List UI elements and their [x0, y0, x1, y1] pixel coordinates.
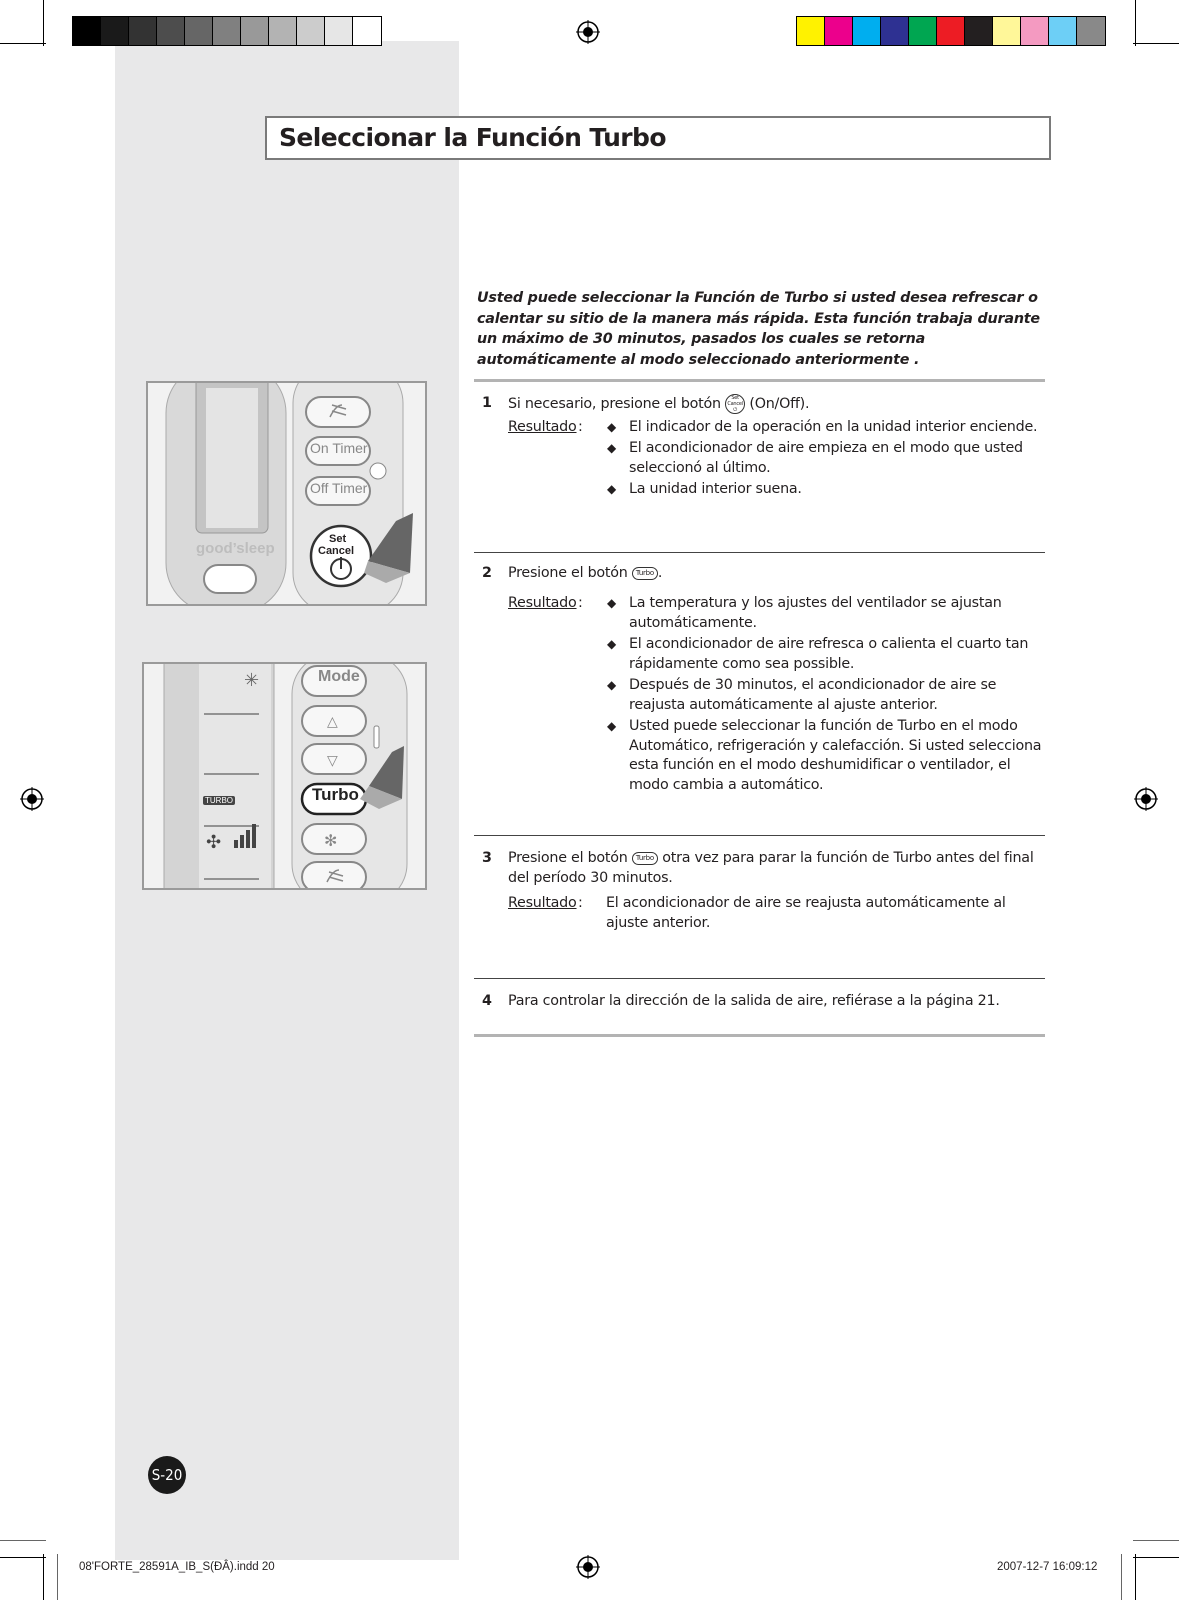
- color-swatch: [881, 17, 909, 45]
- result-label: Resultado: [508, 895, 577, 911]
- grey-swatch: [157, 17, 185, 45]
- divider: [474, 978, 1045, 979]
- step-number: 3: [482, 850, 492, 866]
- step-number: 2: [482, 565, 492, 581]
- footer-filename: 08'FORTE_28591A_IB_S(ÐÂ).indd 20: [79, 1561, 275, 1573]
- svg-text:✻: ✻: [324, 831, 338, 850]
- step-instruction: Si necesario, presione el botón Set Cancel ⏻ (On/Off).: [508, 395, 810, 413]
- cancel-label: Cancel: [318, 545, 355, 557]
- svg-text:✣: ✣: [206, 832, 222, 853]
- set-cancel-power-icon: Set Cancel ⏻: [725, 394, 745, 414]
- result-text: El acondicionador de aire se reajusta automáticamente al ajuste anterior.: [606, 895, 1006, 931]
- grey-swatch: [129, 17, 157, 45]
- registration-mark-icon: [576, 1555, 600, 1579]
- result-label: Resultado: [508, 419, 577, 435]
- turbo-button: Turbo: [312, 785, 359, 804]
- step-instruction: Presione el botón Turbo otra vez para parar la función de Turbo antes del final del período 30 minutos.: [508, 850, 1034, 886]
- color-swatch: [965, 17, 993, 45]
- svg-text:▽: ▽: [327, 753, 338, 769]
- registration-mark-icon: [20, 787, 44, 811]
- step-2: 2 Presione el botón Turbo . Resultado : ◆ La temperatura y los ajustes del ventilador se ajustan automáticamente. ◆ El acondicionador de aire refresca o calienta el cuarto tan rápidamente como sea possible. ◆ Después de 30 minutos, el acondicionador de aire se reajusta automáticamente al ajuste anterior. ◆ Usted puede seleccionar la función de Turbo en el modo Automático, refrigeración y calefacción. Si usted selecciona esta función en el modo deshumidificar o ventilador, el modo cambia a automático.: [482, 565, 1042, 793]
- set-label: Set: [329, 533, 347, 545]
- turbo-indicator: TURBO: [205, 796, 233, 805]
- remote-figure-power: [146, 381, 427, 606]
- registration-mark-icon: [1134, 787, 1158, 811]
- step-1: 1 Si necesario, presione el botón Set Cancel ⏻ (On/Off). Resultado : ◆ El indicador de la operación en la unidad interior enciende. ◆ El acondicionador de aire empieza en el modo que usted seleccionó al último. ◆ La unidad interior suena.: [474, 394, 1045, 544]
- grey-swatch: [241, 17, 269, 45]
- mode-button: Mode: [318, 668, 360, 685]
- grey-swatch: [353, 17, 381, 45]
- result-label: Resultado: [508, 595, 577, 611]
- turbo-button-icon: Turbo: [632, 567, 658, 580]
- step-3: 3 Presione el botón Turbo otra vez para parar la función de Turbo antes del final del período 30 minutos. Resultado : El acondicionador de aire se reajusta automáticamente al ajuste anterior.: [474, 849, 1045, 959]
- step-4: [474, 992, 1045, 1014]
- color-swatch: [797, 17, 825, 45]
- divider: [474, 552, 1045, 553]
- grey-swatch: [101, 17, 129, 45]
- divider: [474, 379, 1045, 382]
- svg-text:✳: ✳: [244, 670, 260, 691]
- step-number: 4: [482, 993, 492, 1009]
- divider: [474, 835, 1045, 836]
- registration-mark-icon: [576, 20, 600, 44]
- title-box: [265, 116, 1051, 160]
- grey-swatch: [213, 17, 241, 45]
- step-instruction: Para controlar la dirección de la salida de aire, refiérase a la página 21.: [508, 993, 1000, 1009]
- color-calibration-bar: [796, 16, 1106, 46]
- step-instruction: Presione el botón Turbo .: [508, 565, 663, 581]
- grey-swatch: [269, 17, 297, 45]
- color-swatch: [1021, 17, 1049, 45]
- grey-swatch: [297, 17, 325, 45]
- grey-swatch: [185, 17, 213, 45]
- intro-paragraph: Usted puede seleccionar la Función de Turbo si usted desea refrescar o calentar su sitio de la manera más rápida. Esta función trabaja durante un máximo de 30 minutos, pasados los cuales se retorna automáticamente al modo seleccionado anteriormente .: [477, 290, 1040, 368]
- turbo-button-icon: Turbo: [632, 852, 658, 865]
- color-swatch: [909, 17, 937, 45]
- good-sleep-label: good’sleep: [196, 540, 275, 557]
- remote-figure-turbo: [142, 662, 427, 890]
- step-number: 1: [482, 395, 492, 411]
- grey-swatch: [73, 17, 101, 45]
- footer-timestamp: 2007-12-7 16:09:12: [997, 1561, 1098, 1573]
- grey-swatch: [325, 17, 353, 45]
- divider: [474, 1034, 1045, 1037]
- color-swatch: [825, 17, 853, 45]
- color-swatch: [937, 17, 965, 45]
- off-timer-button: Off Timer: [310, 480, 368, 496]
- color-swatch: [1049, 17, 1077, 45]
- page-number: S-20: [148, 1456, 186, 1494]
- color-swatch: [853, 17, 881, 45]
- color-swatch: [1077, 17, 1105, 45]
- on-timer-button: On Timer: [310, 440, 368, 456]
- grey-calibration-bar: [72, 16, 382, 46]
- page-title: Seleccionar la Función Turbo: [279, 123, 666, 152]
- color-swatch: [993, 17, 1021, 45]
- svg-text:△: △: [327, 714, 338, 730]
